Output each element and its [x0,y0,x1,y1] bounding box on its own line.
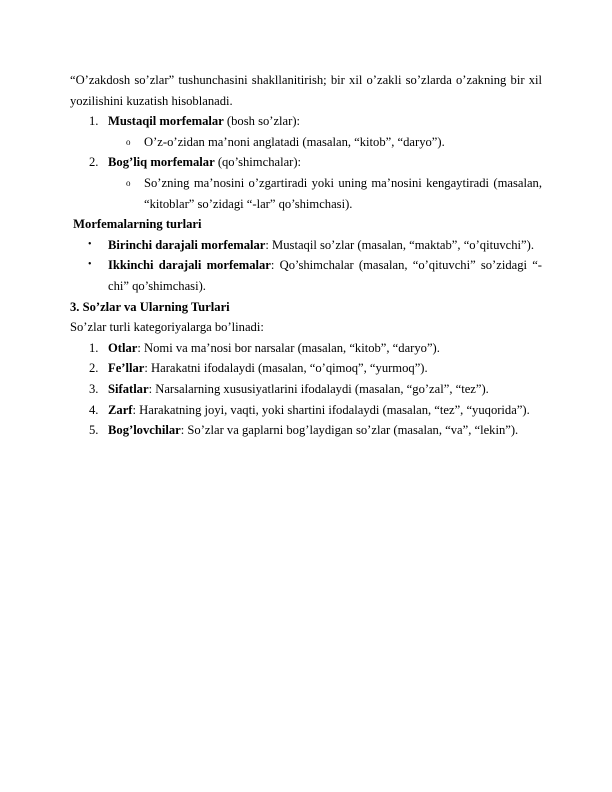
section-heading: Morfemalarning turlari [70,217,202,232]
term-description: : Narsalarning xususiyatlarini ifodalaydi (masalan, “go’zal”, “tez”). [148,381,489,396]
list-item [70,400,542,421]
term-description: : Harakatni ifodalaydi (masalan, “o’qimoq”, “yurmoq”). [144,361,428,376]
morpheme-list [70,111,542,214]
list-item [70,152,542,173]
term-label: Birinchi darajali morfemalar [108,237,266,252]
term-label: Sifatlar [108,381,149,396]
list-item [70,358,542,379]
filled-dot-bullet-icon: • [88,259,92,271]
term-description: (qo’shimchalar): [214,155,302,170]
list-number: 1. [89,340,99,355]
document-page [70,70,542,441]
hollow-circle-bullet-icon: o [126,136,131,147]
list-item [70,420,542,441]
sub-item-text: So’zning ma’nosini o’zgartiradi yoki uning ma’nosini kengaytiradi (masalan, “kitoblar” so’zidagi “-lar” qo’shimchasi). [144,175,542,211]
term-label: Fe’llar [108,361,145,376]
sub-list-item [70,173,542,214]
term-description: : So’zlar va gaplarni bog’laydigan so’zlar (masalan, “va”, “lekin”). [180,423,519,438]
term-description: : Nomi va ma’nosi bor narsalar (masalan, “kitob”, “daryo”). [137,340,440,355]
section-heading: 3. So’zlar va Ularning Turlari [70,299,230,314]
term-label: Otlar [108,340,138,355]
list-number: 3. [89,381,99,396]
term-description: : Harakatning joyi, vaqti, yoki shartini ifodalaydi (masalan, “tez”, “yuqorida”). [132,402,530,417]
term-label: Zarf [108,402,133,417]
filled-dot-bullet-icon: • [88,238,92,250]
list-number: 1. [89,114,99,129]
list-item [70,379,542,400]
term-description: (bosh so’zlar): [223,114,301,129]
list-number: 5. [89,423,99,438]
term-label: Mustaqil morfemalar [108,114,224,129]
term-label: Bog’lovchilar [108,423,181,438]
term-description: : Mustaqil so’zlar (masalan, “maktab”, “o’qituvchi”). [265,237,534,252]
intro-paragraph: “O’zakdosh so’zlar” tushunchasini shakllanitirish; bir xil o’zakli so’zlarda o’zakning bir xil yozilishini kuzatish hisoblanadi. [70,73,542,108]
term-label: Ikkinchi darajali morfemalar [108,258,271,273]
word-types-list [70,338,542,441]
term-description: : Qo’shimchalar (masalan, “o’qituvchi” so’zidagi “-chi” qo’shimchasi). [108,258,542,293]
sub-list-item [70,132,542,153]
list-number: 2. [89,361,99,376]
bullet-item [70,255,542,296]
list-number: 4. [89,402,99,417]
list-number: 2. [89,155,99,170]
morpheme-types-list [70,235,542,297]
list-item [70,111,542,132]
list-item [70,338,542,359]
section-subheading: So’zlar turli kategoriyalarga bo’linadi: [70,320,264,335]
sub-item-text: O’z-o’zidan ma’noni anglatadi (masalan, “kitob”, “daryo”). [144,134,445,149]
term-label: Bog’liq morfemalar [108,155,215,170]
hollow-circle-bullet-icon: o [126,177,131,188]
bullet-item [70,235,542,256]
